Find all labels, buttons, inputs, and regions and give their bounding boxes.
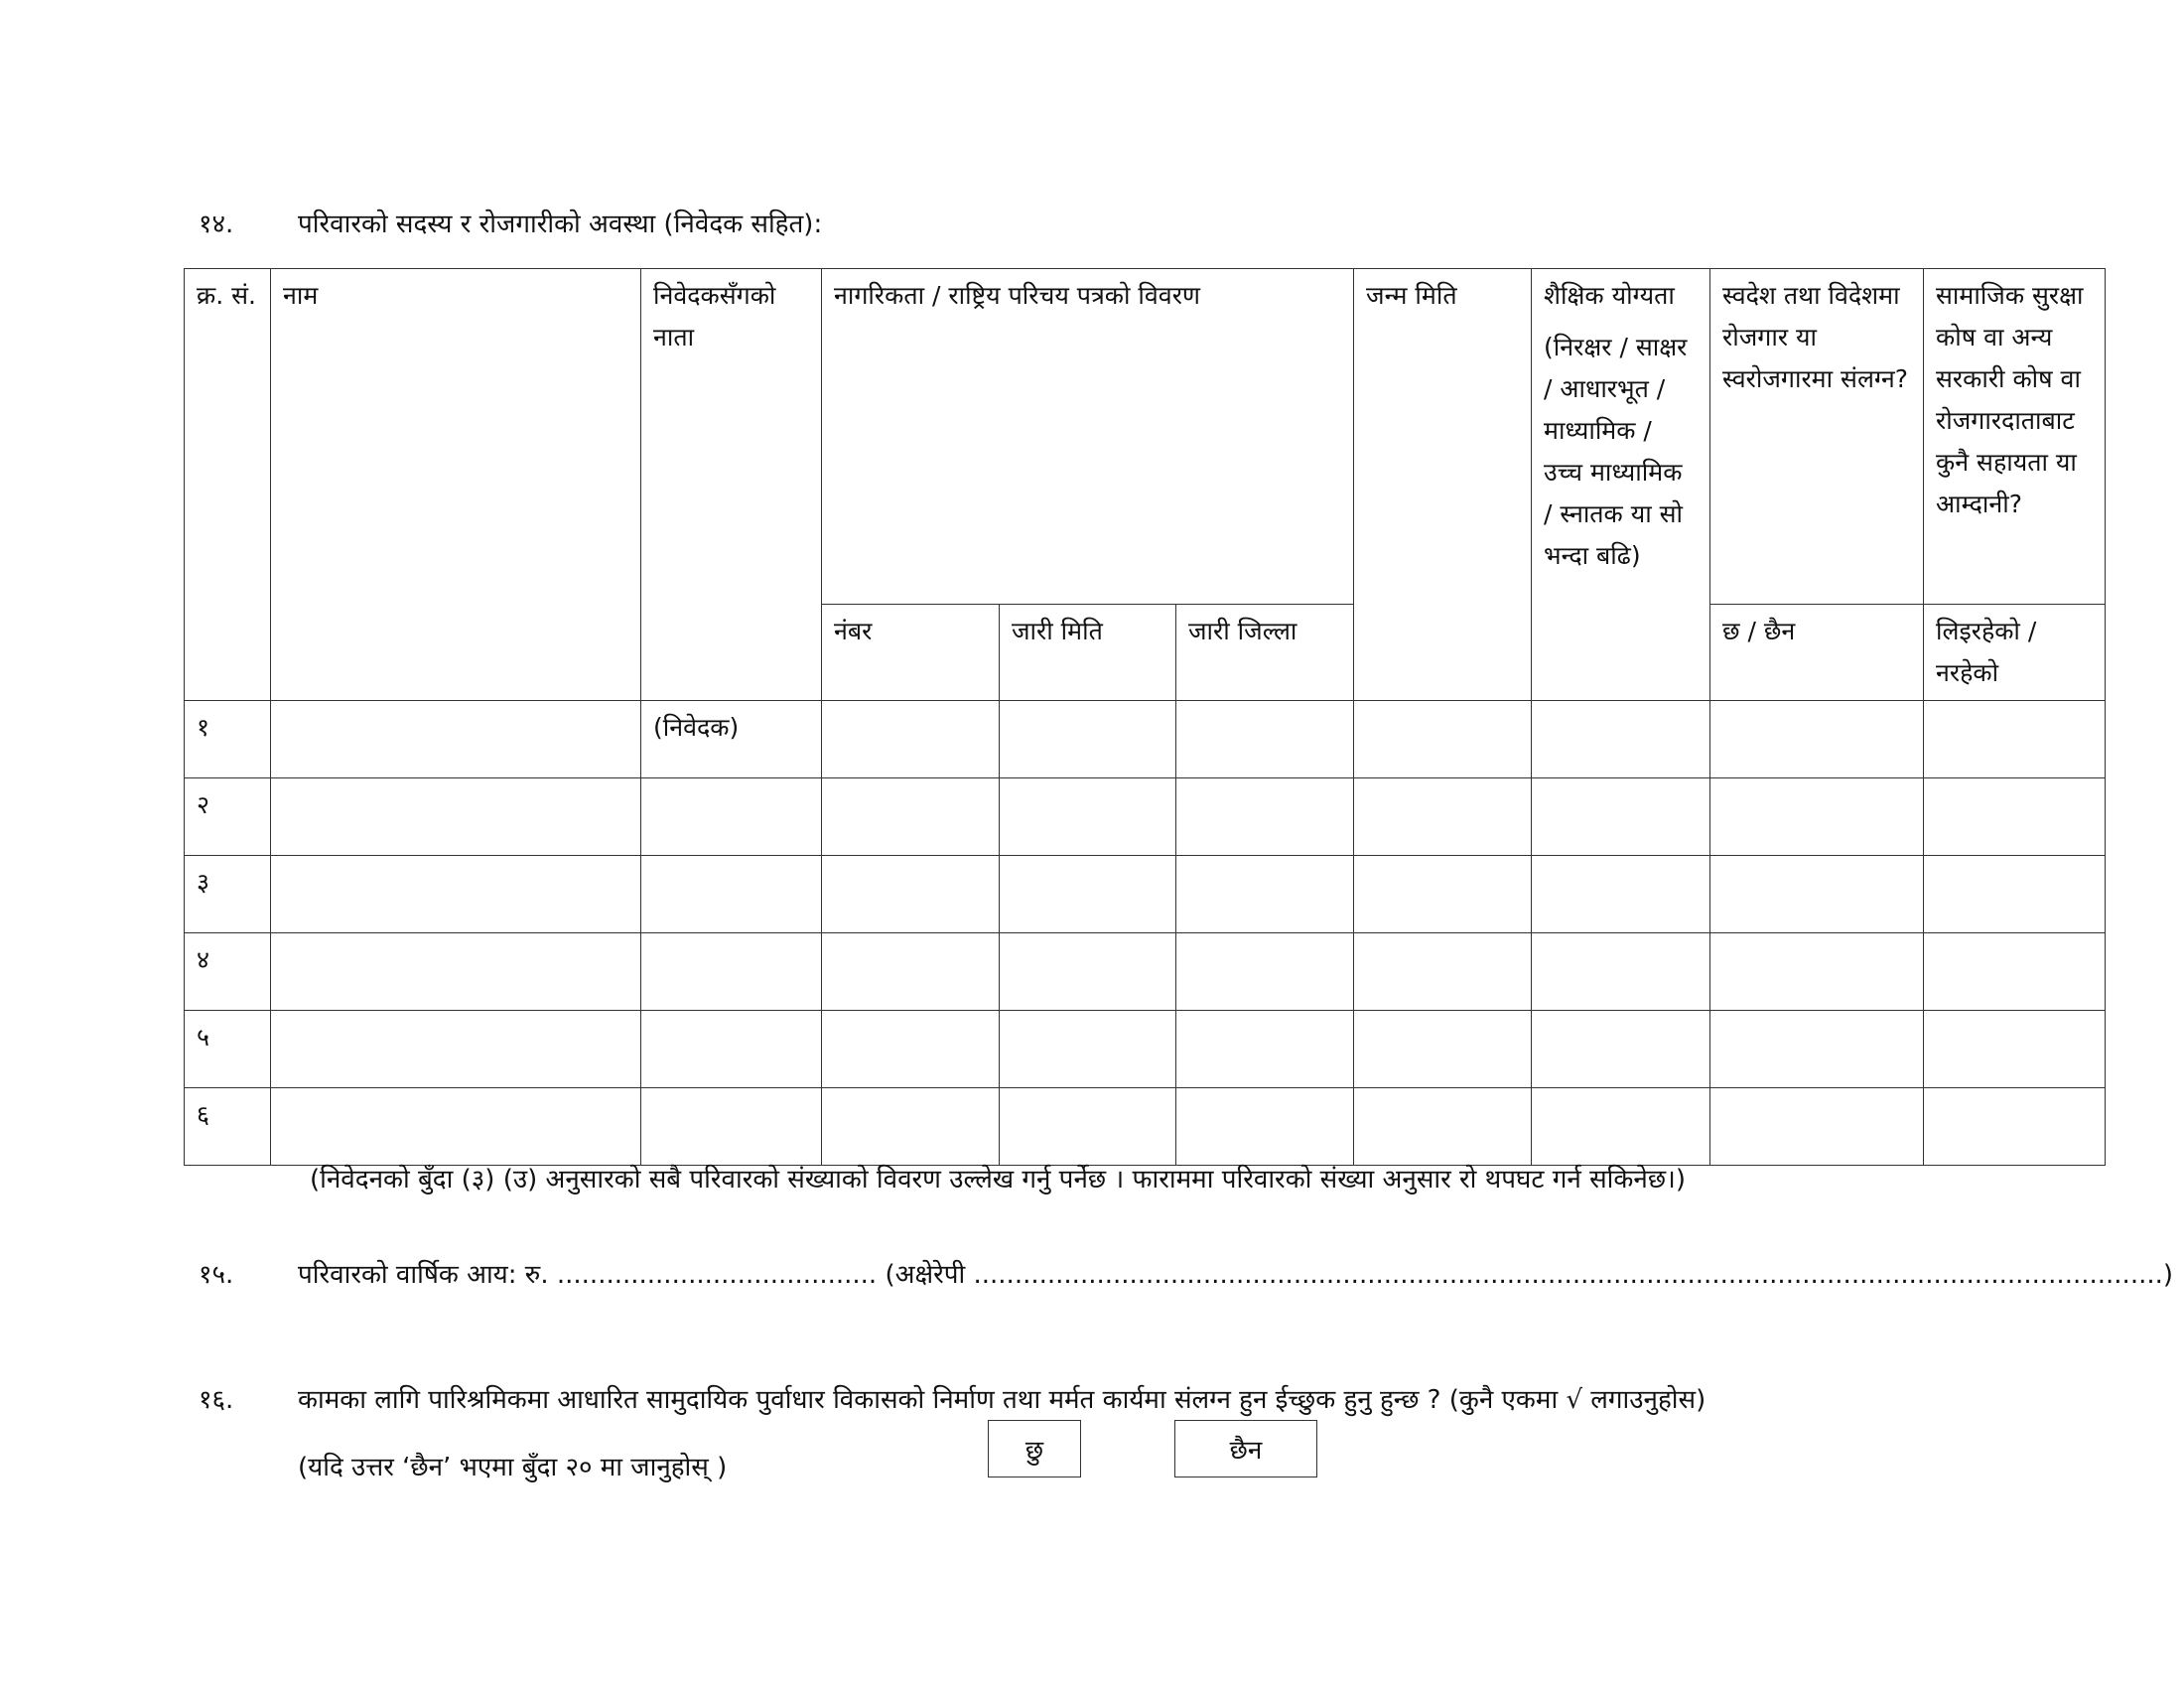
cell-dob[interactable] bbox=[1354, 1088, 1532, 1166]
no-checkbox[interactable] bbox=[1174, 1420, 1317, 1477]
cell-issue-date[interactable] bbox=[1000, 701, 1176, 778]
table-row bbox=[185, 856, 2106, 933]
table-row bbox=[185, 933, 2106, 1011]
cell-dob[interactable] bbox=[1354, 933, 1532, 1011]
cell-issue-district[interactable] bbox=[1176, 1088, 1354, 1166]
cell-education[interactable] bbox=[1532, 1088, 1710, 1166]
table-row bbox=[185, 701, 2106, 778]
cell-name[interactable] bbox=[271, 701, 641, 778]
header-social-security: सामाजिक सुरक्षा कोष वा अन्य सरकारी कोष वा रोजगारदाताबाट कुनै सहायता या आम्दानी? bbox=[1924, 269, 2106, 605]
row-sn: २ bbox=[185, 778, 271, 856]
header-dob: जन्म मिति bbox=[1354, 269, 1532, 701]
cell-dob[interactable] bbox=[1354, 778, 1532, 856]
cell-dob[interactable] bbox=[1354, 856, 1532, 933]
cell-issue-district[interactable] bbox=[1176, 778, 1354, 856]
header-social-security-sub: लिइरहेको / नरहेको bbox=[1924, 605, 2106, 701]
header-education-options: (निरक्षर / साक्षर / आधारभूत / माध्यामिक / उच्च माध्यामिक / स्नातक या सो भन्दा बढि) bbox=[1544, 333, 1688, 570]
cell-social-security[interactable] bbox=[1924, 701, 2106, 778]
cell-employment[interactable] bbox=[1710, 1011, 1924, 1088]
cell-issue-date[interactable] bbox=[1000, 1011, 1176, 1088]
q16-text: कामका लागि पारिश्रमिकमा आधारित सामुदायिक पुर्वाधार विकासको निर्माण तथा मर्मत कार्यमा संलग्न हुन ईच्छुक हुनु हुन्छ ? (कुनै एकमा √ लगाउनुहोस) bbox=[298, 1385, 1706, 1415]
cell-social-security[interactable] bbox=[1924, 933, 2106, 1011]
cell-issue-district[interactable] bbox=[1176, 856, 1354, 933]
cell-relation[interactable] bbox=[641, 778, 822, 856]
header-citizenship: नागरिकता / राष्ट्रिय परिचय पत्रको विवरण bbox=[822, 269, 1354, 605]
cell-name[interactable] bbox=[271, 778, 641, 856]
header-education-title: शैक्षिक योग्यता bbox=[1544, 281, 1675, 310]
cell-number[interactable] bbox=[822, 1088, 1000, 1166]
cell-issue-date[interactable] bbox=[1000, 856, 1176, 933]
cell-number[interactable] bbox=[822, 778, 1000, 856]
cell-relation[interactable] bbox=[641, 1011, 822, 1088]
cell-dob[interactable] bbox=[1354, 701, 1532, 778]
cell-issue-district[interactable] bbox=[1176, 933, 1354, 1011]
cell-education[interactable] bbox=[1532, 856, 1710, 933]
cell-name[interactable] bbox=[271, 933, 641, 1011]
row-sn: १ bbox=[185, 701, 271, 778]
yes-label: छु bbox=[1024, 1436, 1044, 1466]
header-sn: क्र. सं. bbox=[185, 269, 271, 701]
cell-employment[interactable] bbox=[1710, 701, 1924, 778]
cell-name[interactable] bbox=[271, 1011, 641, 1088]
cell-issue-date[interactable] bbox=[1000, 778, 1176, 856]
table-row bbox=[185, 1011, 2106, 1088]
header-relation: निवेदकसँगको नाता bbox=[641, 269, 822, 701]
cell-name[interactable] bbox=[271, 856, 641, 933]
cell-employment[interactable] bbox=[1710, 933, 1924, 1011]
header-issue-date: जारी मिति bbox=[1000, 605, 1176, 701]
cell-relation[interactable]: (निवेदक) bbox=[641, 701, 822, 778]
row-sn: ६ bbox=[185, 1088, 271, 1166]
cell-number[interactable] bbox=[822, 701, 1000, 778]
header-employment-sub: छ / छैन bbox=[1710, 605, 1924, 701]
cell-number[interactable] bbox=[822, 1011, 1000, 1088]
family-members-table bbox=[184, 268, 2106, 1166]
cell-social-security[interactable] bbox=[1924, 1011, 2106, 1088]
table-row bbox=[185, 778, 2106, 856]
q15-number: १५. bbox=[199, 1260, 234, 1290]
cell-social-security[interactable] bbox=[1924, 778, 2106, 856]
cell-relation[interactable] bbox=[641, 856, 822, 933]
cell-relation[interactable] bbox=[641, 933, 822, 1011]
header-employment: स्वदेश तथा विदेशमा रोजगार या स्वरोजगारमा संलग्न? bbox=[1710, 269, 1924, 605]
cell-issue-district[interactable] bbox=[1176, 1011, 1354, 1088]
no-label: छैन bbox=[1229, 1436, 1263, 1466]
cell-issue-district[interactable] bbox=[1176, 701, 1354, 778]
cell-education[interactable] bbox=[1532, 701, 1710, 778]
table-row bbox=[185, 1088, 2106, 1166]
cell-employment[interactable] bbox=[1710, 778, 1924, 856]
cell-relation[interactable] bbox=[641, 1088, 822, 1166]
cell-dob[interactable] bbox=[1354, 1011, 1532, 1088]
header-number: नंबर bbox=[822, 605, 1000, 701]
header-issue-district: जारी जिल्ला bbox=[1176, 605, 1354, 701]
cell-employment[interactable] bbox=[1710, 1088, 1924, 1166]
cell-number[interactable] bbox=[822, 856, 1000, 933]
q14-number: १४. bbox=[199, 210, 234, 239]
q15-text[interactable]: परिवारको वार्षिक आय: रु. ....................................... (अक्षेरेपी .................................................................................................................................................) bbox=[298, 1260, 2174, 1290]
cell-issue-date[interactable] bbox=[1000, 1088, 1176, 1166]
cell-issue-date[interactable] bbox=[1000, 933, 1176, 1011]
cell-number[interactable] bbox=[822, 933, 1000, 1011]
cell-social-security[interactable] bbox=[1924, 856, 2106, 933]
header-education bbox=[1532, 269, 1710, 701]
cell-name[interactable] bbox=[271, 1088, 641, 1166]
table-note: (निवेदनको बुँदा (३) (उ) अनुसारको सबै परिवारको संख्याको विवरण उल्लेख गर्नु पर्नेछ । फाराममा परिवारको संख्या अनुसार रो थपघट गर्न सकिनेछ।) bbox=[310, 1165, 1687, 1195]
cell-social-security[interactable] bbox=[1924, 1088, 2106, 1166]
row-sn: ३ bbox=[185, 856, 271, 933]
cell-employment[interactable] bbox=[1710, 856, 1924, 933]
q16-subtext: (यदि उत्तर ‘छैन’ भएमा बुँदा २० मा जानुहोस् ) bbox=[298, 1453, 728, 1482]
cell-education[interactable] bbox=[1532, 778, 1710, 856]
q16-number: १६. bbox=[199, 1385, 234, 1415]
cell-education[interactable] bbox=[1532, 1011, 1710, 1088]
yes-checkbox[interactable] bbox=[988, 1420, 1081, 1477]
row-sn: ५ bbox=[185, 1011, 271, 1088]
header-name: नाम bbox=[271, 269, 641, 701]
cell-education[interactable] bbox=[1532, 933, 1710, 1011]
row-sn: ४ bbox=[185, 933, 271, 1011]
q14-title: परिवारको सदस्य र रोजगारीको अवस्था (निवेदक सहित): bbox=[298, 210, 823, 239]
